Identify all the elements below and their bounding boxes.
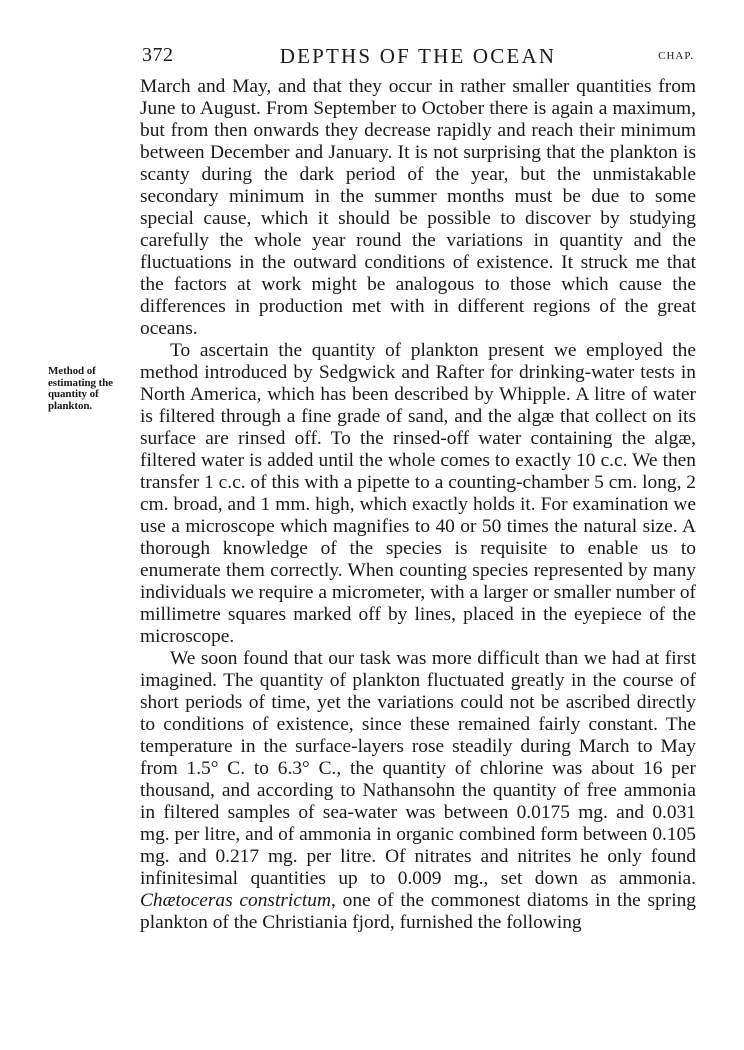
margin-note-line: estimating the [48, 376, 113, 389]
margin-note-line: quantity of [48, 388, 99, 400]
paragraph [140, 648, 696, 934]
margin-note-line: plankton. [48, 399, 93, 412]
chapter-mark: CHAP. [658, 50, 694, 62]
paragraph-text: We soon found that our task was more difficult than we had at first imagined. The quantity of plankton fluctuated greatly in the course of short periods of time, yet the variations could not be ascribed directly to conditions of existence, since these remained fairly constant. The temperature in the surface-layers rose steadily during March to May from 1.5° C. to 6.3° C., the quantity of chlorine was about 16 per thousand, and according to Nathansohn the quantity of free ammonia in filtered samples of sea-water was between 0.0175 mg. and 0.031 mg. per litre, and of ammonia in organic combined form between 0.105 mg. and 0.217 mg. per litre. Of nitrates and nitrites he only found infinitesimal quantities up to 0.009 mg., set down as ammonia. [140, 648, 696, 889]
page-header [140, 44, 696, 72]
species-name: Chætoceras constrictum [140, 890, 331, 911]
body-text [140, 76, 696, 934]
page-number: 372 [142, 44, 174, 66]
paragraph: To ascertain the quantity of plankton present we employed the method introduced by Sedgwick and Rafter for drinking-water tests in North America, which has been described by Whipple. A litre of water is filtered through a fine grade of sand, and the algæ that collect on its surface are rinsed off. To the rinsed-off water containing the algæ, filtered water is added until the whole comes to exactly 10 c.c. We then transfer 1 c.c. of this with a pipette to a counting-chamber 5 cm. long, 2 cm. broad, and 1 mm. high, which exactly holds it. For examination we use a microscope which magnifies to 40 or 50 times the natural size. A thorough knowledge of the species is requisite to enable us to enumerate them correctly. When counting species represented by many individuals we require a micrometer, with a larger or smaller number of millimetre squares marked off by lines, placed in the eyepiece of the microscope. [140, 340, 696, 647]
paragraph-continuation: , one of the commonest diatoms in the spring plankton of the Christiania fjord, furnished the following [140, 890, 697, 933]
paragraph: March and May, and that they occur in rather smaller quantities from June to August. From September to October there is again a maximum, but from then onwards they decrease rapidly and reach their minimum between December and January. It is not surprising that the plankton is scanty during the dark period of the year, but the unmistakable secondary minimum in the summer months must be due to some special cause, which it should be possible to discover by studying carefully the whole year round the variations in quantity and the fluctuations in the outward conditions of existence. It struck me that the factors at work might be analogous to those which cause the differences in production met with in different regions of the great oceans. [140, 76, 696, 339]
margin-note [48, 366, 140, 412]
running-title: DEPTHS OF THE OCEAN [279, 44, 557, 68]
margin-note-line: Method of [48, 365, 96, 377]
